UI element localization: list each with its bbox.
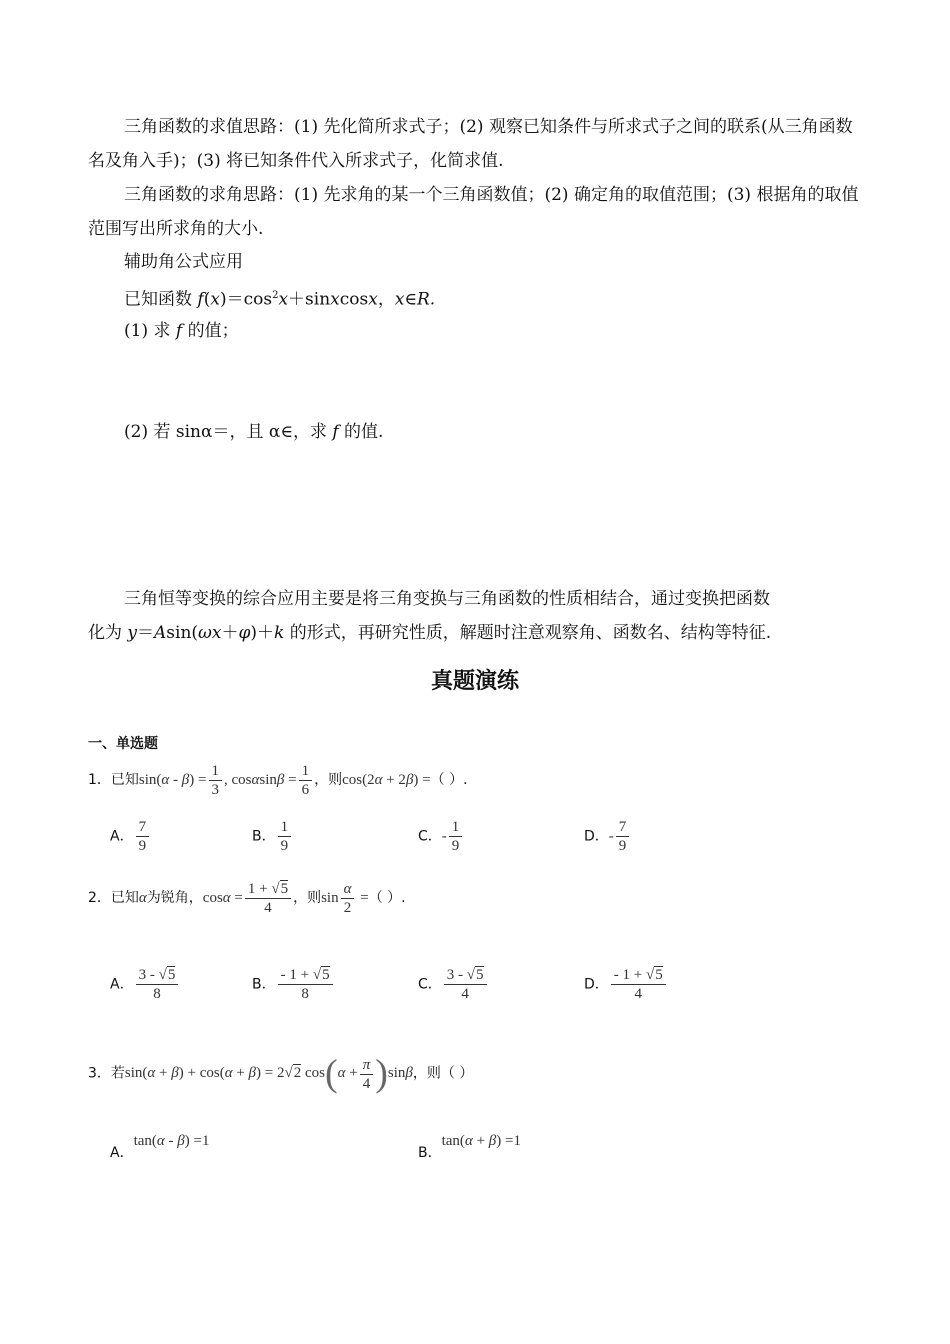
question-1: [88, 762, 468, 799]
math-formula: sin $\frac{\alpha}{2}$ =: [321, 881, 369, 916]
math-formula: cosα = $\frac{1 + √5}{4}$: [203, 890, 293, 906]
example-given: 已知函数 $f(x)=\cos^2x+sinxcosx$，x∈R.: [124, 289, 436, 310]
question-prefix: 若: [110, 1065, 125, 1082]
section-heading: 一、单选题: [88, 736, 158, 752]
tip-angle-method: 三角函数的求角思路：(1) 先求角的某一个三角函数值；(2) 确定角的取值范围；(3) 根据角的取值范围写出所求角的大小.: [88, 185, 859, 239]
math-formula: α: [138, 889, 147, 906]
tip-value-method: 三角函数的求值思路：(1) 先化简所求式子；(2) 观察已知条件与所求式子之间的联系(从三角函数名及角入手)；(3) 将已知条件代入所求式子，化简求值.: [88, 117, 853, 171]
example-part1-suffix: 的值；: [182, 321, 239, 341]
question-tail: ，则（ ）: [412, 1065, 474, 1082]
q1-option-a[interactable]: A． $\frac{7}{9}$: [110, 818, 151, 855]
summary-line2-suffix: 的形式，再研究性质，解题时注意观察角、函数名、结构等特征.: [284, 623, 772, 643]
question-3: [88, 1052, 473, 1096]
question-number: 3．: [88, 1065, 111, 1082]
example-part2-suffix: 的值.: [338, 422, 384, 442]
section-title: 真题演练: [430, 669, 519, 694]
question-prefix: 已知: [110, 889, 139, 906]
q2-option-a[interactable]: A． $\frac{3 - √5}{8}$: [110, 966, 180, 1003]
question-number: 1．: [88, 771, 111, 788]
example-part2: (2) 若 sinα＝，且 α∈，求 f 的值.: [124, 422, 384, 442]
q1-option-c[interactable]: C．- $\frac{1}{9}$: [418, 818, 464, 855]
math-formula: tan(α + β) =1: [441, 1133, 521, 1149]
example-given-domain: x∈R.: [394, 289, 436, 310]
question-prefix: 已知: [110, 771, 139, 788]
q2-option-c[interactable]: C． $\frac{3 - √5}{4}$: [418, 966, 489, 1003]
q3-option-a[interactable]: A．tan(α - β) =1: [110, 1133, 210, 1161]
example-part2-prefix: (2) 若 sinα＝，且 α∈，求: [124, 422, 333, 442]
summary-line2: 化为 y＝Asin(ωx＋φ)＋k 的形式，再研究性质，解题时注意观察角、函数名、结构等特征.: [88, 623, 772, 643]
math-formula: cos(2α + 2β) =: [342, 771, 431, 788]
example-heading: 辅助角公式应用: [124, 252, 243, 272]
q1-option-d[interactable]: D．- $\frac{7}{9}$: [584, 818, 631, 855]
example-part1: (1) 求 f 的值；: [124, 321, 239, 341]
question-2: [88, 880, 406, 917]
q2-option-b[interactable]: B． $\frac{- 1 + √5}{8}$: [252, 966, 335, 1003]
question-tail: （ ）.: [368, 889, 406, 906]
q1-option-b[interactable]: B． $\frac{1}{9}$: [252, 818, 293, 855]
question-number: 2．: [88, 889, 111, 906]
question-mid: ，则: [314, 771, 343, 788]
summary-line2-prefix: 化为: [88, 623, 128, 643]
math-formula: tan(α - β) =1: [133, 1133, 210, 1149]
example-part1-prefix: (1) 求: [124, 321, 176, 341]
summary-line1: 三角恒等变换的综合应用主要是将三角变换与三角函数的性质相结合，通过变换把函数: [124, 589, 770, 609]
q3-option-b[interactable]: B．tan(α + β) =1: [418, 1133, 521, 1161]
question-mid: ，则: [293, 889, 322, 906]
question-tail: （ ）.: [430, 771, 468, 788]
math-formula: sin(α + β) + cos(α + β) = 2√2 cos(α + $\frac{\pi}{4}$ )sinβ: [124, 1053, 413, 1095]
q2-option-d[interactable]: D． $\frac{- 1 + √5}{4}$: [584, 966, 668, 1003]
math-formula: sin(α - β) = $\frac{1}{3}$ , cosαsinβ = $\frac{1}{6}$: [139, 772, 314, 788]
example-given-prefix: 已知函数: [124, 289, 198, 310]
question-mid: 为锐角，: [146, 889, 203, 906]
